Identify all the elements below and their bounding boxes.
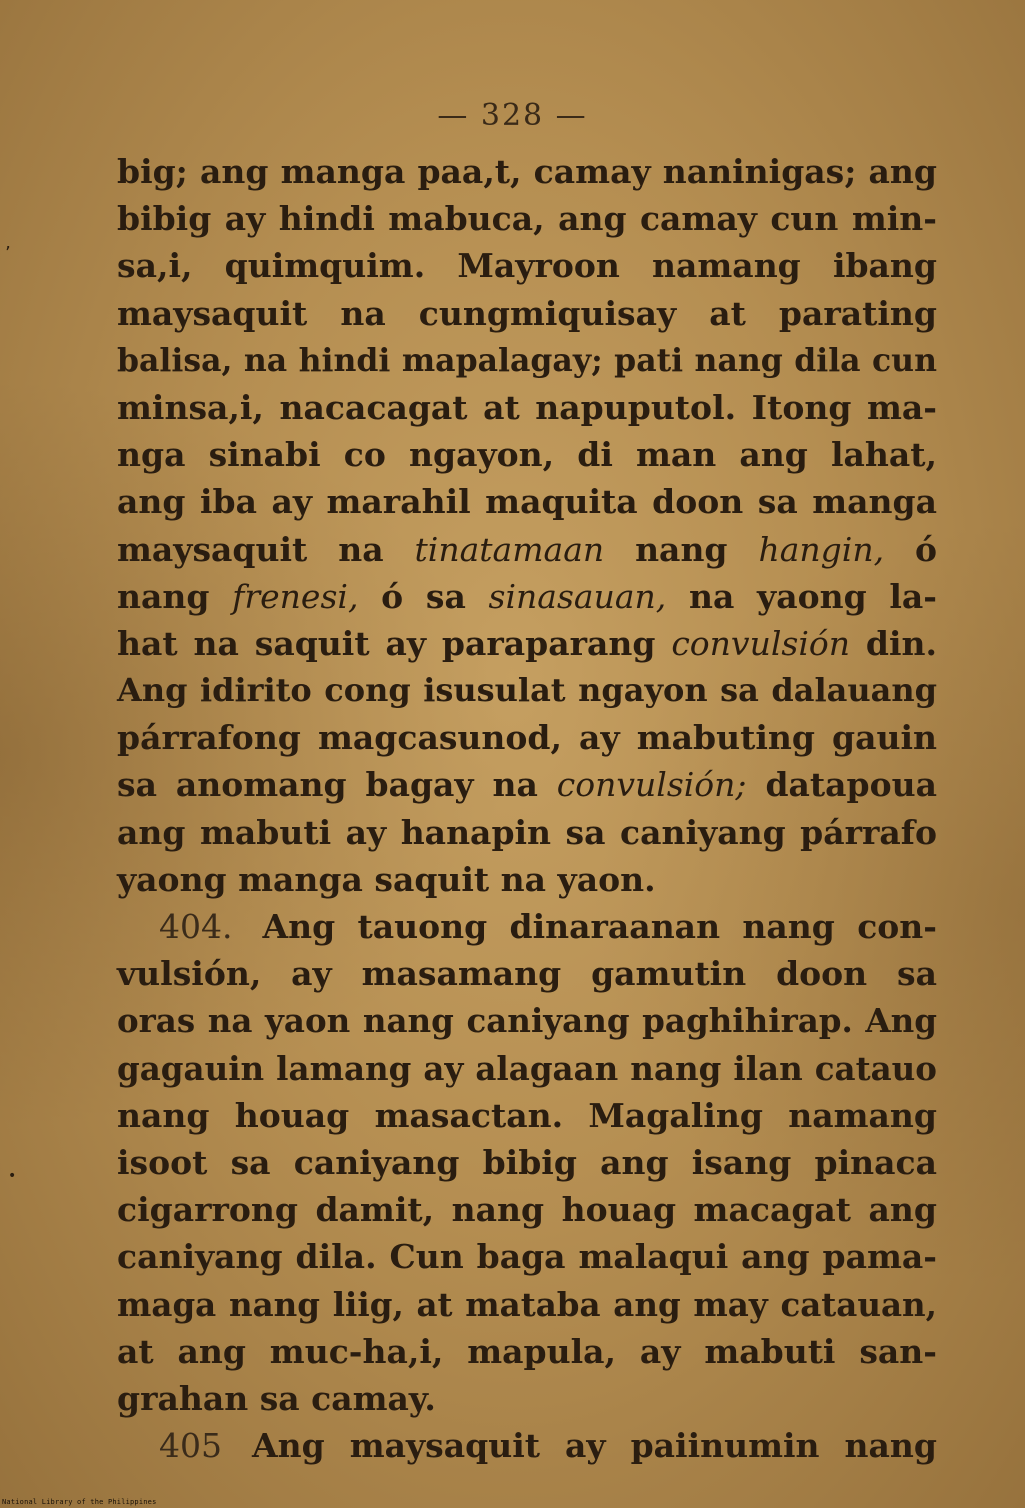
text-line bbox=[117, 148, 937, 195]
italic-term: frenesi, bbox=[232, 576, 359, 616]
library-watermark: National Library of the Philippines bbox=[2, 1498, 157, 1506]
text-segment: caniyang dila. Cun baga malaqui ang pama- bbox=[117, 1237, 937, 1277]
text-line bbox=[117, 195, 937, 242]
text-line bbox=[117, 337, 937, 384]
italic-term: hangin, bbox=[758, 529, 885, 569]
text-line bbox=[117, 714, 937, 761]
text-segment: sa anomang bagay na bbox=[117, 765, 557, 805]
text-segment: na yaong la- bbox=[666, 576, 937, 616]
text-segment: Ang tauong dinaraanan nang con- bbox=[262, 907, 937, 946]
text-line bbox=[117, 1233, 937, 1280]
text-line bbox=[117, 1092, 937, 1139]
text-line bbox=[117, 761, 937, 808]
text-segment: isoot sa caniyang bibig ang isang pinaca bbox=[117, 1142, 937, 1182]
text-segment: nang bbox=[117, 576, 233, 616]
text-line bbox=[117, 1422, 937, 1469]
text-segment: bibig ay hindi mabuca, ang camay cun min- bbox=[117, 199, 937, 239]
text-line bbox=[117, 667, 937, 714]
italic-term: sinasauan, bbox=[488, 576, 667, 616]
italic-term: convulsión; bbox=[556, 765, 747, 805]
text-segment: vulsión, ay masamang gamutin doon sa bbox=[117, 954, 937, 994]
text-line bbox=[117, 1186, 937, 1233]
text-line bbox=[117, 1281, 937, 1328]
text-segment: yaong manga saquit na yaon. bbox=[117, 859, 656, 899]
italic-term: convulsión bbox=[671, 623, 850, 663]
text-line bbox=[117, 478, 937, 525]
text-segment: Ang idirito cong isusulat ngayon sa dalauang bbox=[117, 671, 937, 710]
text-line bbox=[117, 950, 937, 997]
text-segment: cigarrong damit, nang houag macagat ang bbox=[117, 1190, 937, 1230]
text-segment: ang iba ay marahil maquita doon sa manga bbox=[117, 482, 937, 522]
text-segment: nang houag masactan. Magaling namang bbox=[117, 1095, 937, 1135]
text-segment: maysaquit na cungmiquisay at parating bbox=[117, 293, 937, 333]
text-line bbox=[117, 242, 937, 289]
text-line bbox=[117, 620, 937, 667]
text-segment: grahan sa camay. bbox=[117, 1378, 436, 1418]
paragraph-number: 404. bbox=[159, 907, 233, 946]
italic-term: tinatamaan bbox=[414, 529, 605, 569]
paragraph-number: 405 bbox=[159, 1426, 222, 1466]
text-segment: Ang maysaquit ay paiinumin nang bbox=[252, 1426, 937, 1466]
text-segment: maga nang liig, at mataba ang may catauan, bbox=[117, 1284, 937, 1324]
text-segment: ó sa bbox=[358, 576, 489, 616]
text-segment: big; ang manga paa,t, camay naninigas; ang bbox=[117, 152, 937, 191]
text-segment: oras na yaon nang caniyang paghihirap. Ang bbox=[117, 1001, 937, 1041]
text-segment: sa,i, quimquim. Mayroon namang ibang bbox=[117, 246, 937, 286]
text-line bbox=[117, 431, 937, 478]
text-segment: ó bbox=[884, 529, 938, 569]
text-line bbox=[117, 1328, 937, 1375]
text-line bbox=[117, 1139, 937, 1186]
text-segment: hat na saquit ay paraparang bbox=[117, 623, 672, 663]
text-segment: nang bbox=[604, 529, 759, 569]
text-line bbox=[117, 997, 937, 1044]
text-line bbox=[117, 526, 937, 573]
text-line bbox=[117, 573, 937, 620]
text-line bbox=[117, 1375, 937, 1422]
text-segment: ang mabuti ay hanapin sa caniyang párrafo bbox=[117, 812, 937, 852]
text-segment: minsa,i, nacacagat at napuputol. Itong ma- bbox=[117, 387, 937, 427]
text-segment: gagauin lamang ay alagaan nang ilan catauo bbox=[117, 1048, 937, 1088]
text-segment: datapoua bbox=[746, 765, 937, 805]
margin-mark-decoration: • bbox=[8, 1168, 17, 1184]
text-line bbox=[117, 903, 937, 950]
page-number: — 328 — bbox=[437, 98, 588, 133]
text-line bbox=[117, 1045, 937, 1092]
text-segment: din. bbox=[850, 623, 937, 663]
text-segment: maysaquit na bbox=[117, 529, 415, 569]
text-line bbox=[117, 290, 937, 337]
text-segment: balisa, na hindi mapalagay; pati nang dila cun bbox=[117, 341, 937, 379]
text-line bbox=[117, 856, 937, 903]
text-line bbox=[117, 809, 937, 856]
text-line bbox=[117, 384, 937, 431]
text-segment: at ang muc-ha,i, mapula, ay mabuti san- bbox=[117, 1331, 937, 1371]
text-segment: párrafong magcasunod, ay mabuting gauin bbox=[117, 718, 937, 758]
margin-mark-decoration: ’ bbox=[5, 243, 11, 264]
text-segment: nga sinabi co ngayon, di man ang lahat, bbox=[117, 435, 937, 475]
body-text bbox=[117, 148, 937, 1469]
